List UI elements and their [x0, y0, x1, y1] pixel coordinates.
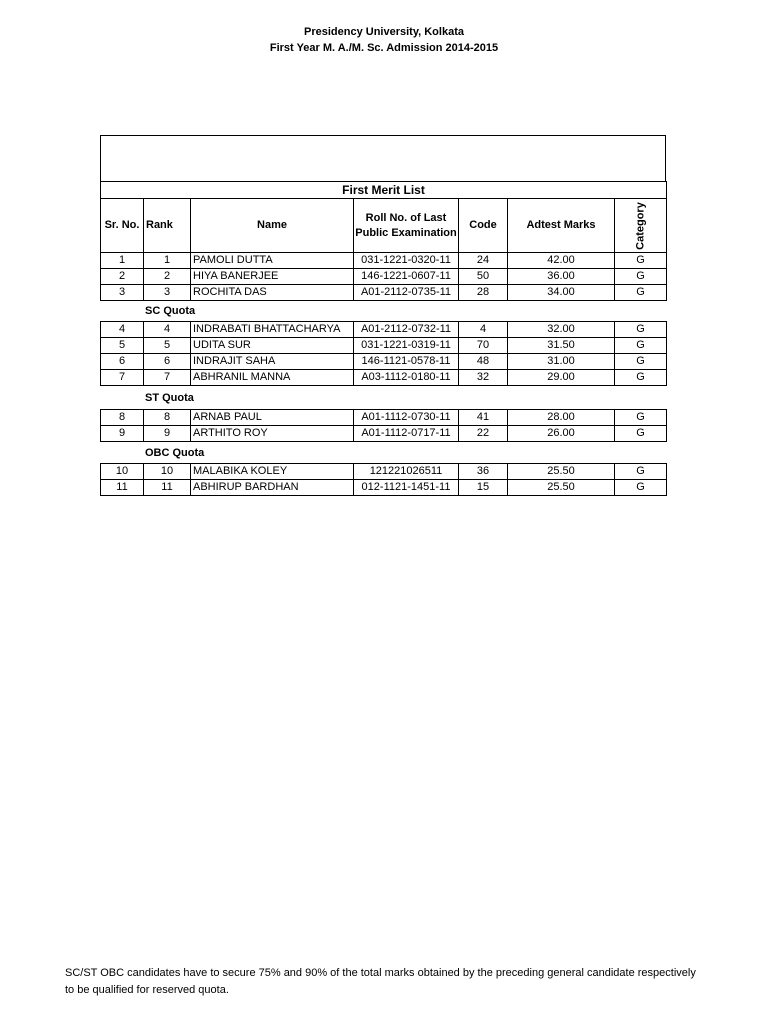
cell-adtest-marks: 26.00 — [508, 426, 615, 442]
footer-note: SC/ST OBC candidates have to secure 75% and 90% of the total marks obtained by the preceding general candidate respectively to be qualified for reserved quota. — [65, 967, 696, 996]
cell-sr-no: 11 — [101, 480, 144, 496]
cell-roll-no: A01-2112-0735-11 — [354, 285, 459, 301]
cell-adtest-marks: 25.50 — [508, 480, 615, 496]
cell-name: PAMOLI DUTTA — [191, 253, 354, 269]
cell-category: G — [615, 464, 667, 480]
cell-rank: 3 — [144, 285, 191, 301]
cell-category: G — [615, 322, 667, 338]
header-category-label: Category — [634, 201, 646, 250]
cell-roll-no: A01-2112-0732-11 — [354, 322, 459, 338]
cell-rank: 1 — [144, 253, 191, 269]
cell-category: G — [615, 370, 667, 386]
header-sr-no: Sr. No. — [101, 199, 144, 253]
cell-category: G — [615, 285, 667, 301]
header-adtest-marks: Adtest Marks — [508, 199, 615, 253]
cell-sr-no: 8 — [101, 410, 144, 426]
cell-sr-no: 10 — [101, 464, 144, 480]
cell-adtest-marks: 42.00 — [508, 253, 615, 269]
blank-header-box — [100, 135, 666, 181]
cell-rank: 8 — [144, 410, 191, 426]
merit-list-title: First Merit List — [101, 182, 667, 199]
sc-quota-table — [100, 321, 667, 386]
cell-category: G — [615, 269, 667, 285]
cell-name: INDRABATI BHATTACHARYA — [191, 322, 354, 338]
cell-name: ARNAB PAUL — [191, 410, 354, 426]
cell-code: 15 — [459, 480, 508, 496]
cell-roll-no: 012-1121-1451-11 — [354, 480, 459, 496]
header-code: Code — [459, 199, 508, 253]
cell-category: G — [615, 354, 667, 370]
table-row — [101, 480, 667, 496]
cell-code: 22 — [459, 426, 508, 442]
cell-rank: 10 — [144, 464, 191, 480]
obc-quota-label: OBC Quota — [145, 447, 205, 459]
table-row — [101, 370, 667, 386]
cell-adtest-marks: 32.00 — [508, 322, 615, 338]
cell-rank: 11 — [144, 480, 191, 496]
cell-rank: 6 — [144, 354, 191, 370]
cell-sr-no: 5 — [101, 338, 144, 354]
cell-roll-no: 146-1121-0578-11 — [354, 354, 459, 370]
cell-adtest-marks: 36.00 — [508, 269, 615, 285]
cell-adtest-marks: 29.00 — [508, 370, 615, 386]
university-title: Presidency University, Kolkata — [304, 26, 464, 38]
cell-sr-no: 9 — [101, 426, 144, 442]
cell-name: ABHIRUP BARDHAN — [191, 480, 354, 496]
admission-title: First Year M. A./M. Sc. Admission 2014-2015 — [269, 42, 499, 54]
table-row — [101, 338, 667, 354]
cell-name: ROCHITA DAS — [191, 285, 354, 301]
table-row — [101, 322, 667, 338]
table-row — [101, 354, 667, 370]
cell-code: 28 — [459, 285, 508, 301]
cell-rank: 5 — [144, 338, 191, 354]
general-rows — [101, 253, 667, 301]
cell-code: 36 — [459, 464, 508, 480]
cell-sr-no: 3 — [101, 285, 144, 301]
cell-code: 32 — [459, 370, 508, 386]
cell-sr-no: 1 — [101, 253, 144, 269]
table-row — [101, 253, 667, 269]
sc-quota-label: SC Quota — [145, 305, 196, 317]
cell-sr-no: 6 — [101, 354, 144, 370]
header-rank: Rank — [144, 199, 191, 253]
cell-roll-no: 031-1221-0320-11 — [354, 253, 459, 269]
obc-quota-table — [100, 463, 667, 496]
cell-sr-no: 2 — [101, 269, 144, 285]
cell-code: 41 — [459, 410, 508, 426]
cell-rank: 9 — [144, 426, 191, 442]
cell-rank: 4 — [144, 322, 191, 338]
cell-sr-no: 7 — [101, 370, 144, 386]
cell-category: G — [615, 410, 667, 426]
cell-code: 70 — [459, 338, 508, 354]
cell-name: HIYA BANERJEE — [191, 269, 354, 285]
table-row — [101, 269, 667, 285]
table-row — [101, 464, 667, 480]
cell-adtest-marks: 34.00 — [508, 285, 615, 301]
cell-code: 48 — [459, 354, 508, 370]
cell-category: G — [615, 426, 667, 442]
cell-name: INDRAJIT SAHA — [191, 354, 354, 370]
cell-category: G — [615, 338, 667, 354]
cell-roll-no: 121221026511 — [354, 464, 459, 480]
cell-roll-no: 146-1221-0607-11 — [354, 269, 459, 285]
cell-name: ABHRANIL MANNA — [191, 370, 354, 386]
merit-table — [100, 181, 667, 301]
header-roll-no: Roll No. of Last Public Examination — [354, 199, 459, 253]
cell-code: 24 — [459, 253, 508, 269]
table-row — [101, 285, 667, 301]
header-category — [615, 199, 667, 253]
cell-code: 50 — [459, 269, 508, 285]
table-row — [101, 410, 667, 426]
cell-rank: 7 — [144, 370, 191, 386]
header-name: Name — [191, 199, 354, 253]
cell-name: UDITA SUR — [191, 338, 354, 354]
cell-adtest-marks: 31.50 — [508, 338, 615, 354]
cell-code: 4 — [459, 322, 508, 338]
cell-adtest-marks: 31.00 — [508, 354, 615, 370]
cell-rank: 2 — [144, 269, 191, 285]
cell-category: G — [615, 480, 667, 496]
cell-name: ARTHITO ROY — [191, 426, 354, 442]
cell-sr-no: 4 — [101, 322, 144, 338]
column-header-row — [101, 199, 667, 253]
cell-roll-no: 031-1221-0319-11 — [354, 338, 459, 354]
cell-roll-no: A01-1112-0730-11 — [354, 410, 459, 426]
cell-adtest-marks: 25.50 — [508, 464, 615, 480]
st-quota-label: ST Quota — [145, 392, 194, 404]
st-quota-table — [100, 409, 667, 442]
cell-category: G — [615, 253, 667, 269]
cell-roll-no: A01-1112-0717-11 — [354, 426, 459, 442]
cell-name: MALABIKA KOLEY — [191, 464, 354, 480]
cell-adtest-marks: 28.00 — [508, 410, 615, 426]
table-row — [101, 426, 667, 442]
cell-roll-no: A03-1112-0180-11 — [354, 370, 459, 386]
